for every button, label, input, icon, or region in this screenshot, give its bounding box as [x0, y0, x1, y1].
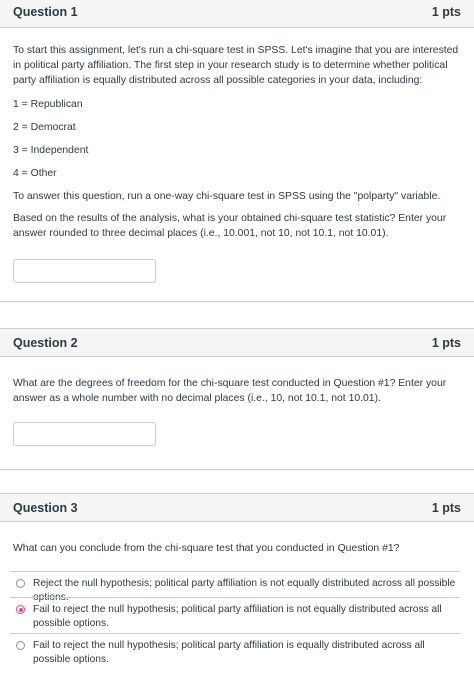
option-label: Reject the null hypothesis; political party affiliation is not equally distributed across all possible options. — [33, 578, 456, 603]
question-title: Question 1 — [13, 5, 78, 19]
answer-option-selected[interactable] — [10, 597, 460, 632]
question-1-header — [0, 0, 474, 28]
question-text: To answer this question, run a one-way chi-square test in SPSS using the "polparty" variable. — [13, 191, 441, 202]
answer-input[interactable] — [13, 259, 156, 283]
option-label: Fail to reject the null hypothesis; political party affiliation is not equally distributed across all possible options. — [33, 604, 442, 629]
question-2-header — [0, 329, 474, 357]
list-item: 2 = Democrat — [13, 122, 76, 133]
question-text: What are the degrees of freedom for the chi-square test conducted in Question #1? Enter your answer as a whole number with no decimal places (i.e., 10, not 10.1, not 10.01). — [13, 378, 447, 405]
question-title: Question 3 — [13, 500, 78, 515]
question-points: 1 pts — [431, 335, 461, 350]
question-points: 1 pts — [431, 500, 461, 515]
answer-option[interactable] — [10, 571, 460, 603]
answer-input[interactable] — [13, 422, 156, 446]
question-text: What can you conclude from the chi-square test that you conducted in Question #1? — [13, 543, 400, 554]
question-3 — [0, 493, 474, 675]
radio-button-selected[interactable] — [16, 605, 25, 614]
list-item: 3 = Independent — [13, 145, 89, 156]
list-item: 1 = Republican — [13, 99, 83, 110]
radio-button[interactable] — [16, 579, 25, 588]
list-item: 4 = Other — [13, 168, 57, 179]
question-title: Question 2 — [13, 335, 78, 350]
answer-option[interactable] — [10, 633, 460, 673]
question-3-header — [0, 494, 474, 522]
question-text: To start this assignment, let's run a chi-square test in SPSS. Let's imagine that you are interested in political party affiliation. The first step in your research study is to determine whether political party affiliation is equally distributed across all possible categories in your data, including: — [13, 45, 459, 87]
radio-button[interactable] — [16, 641, 25, 650]
question-2 — [0, 328, 474, 470]
question-text: Based on the results of the analysis, what is your obtained chi-square test statistic? Enter your answer rounded to three decimal places (i.e., 10.001, not 10, not 10.1, not 10.01). — [13, 213, 447, 240]
question-points: 1 pts — [431, 5, 461, 19]
option-label: Fail to reject the null hypothesis; political party affiliation is equally distributed across all possible options. — [33, 640, 425, 665]
question-1 — [0, 0, 474, 302]
